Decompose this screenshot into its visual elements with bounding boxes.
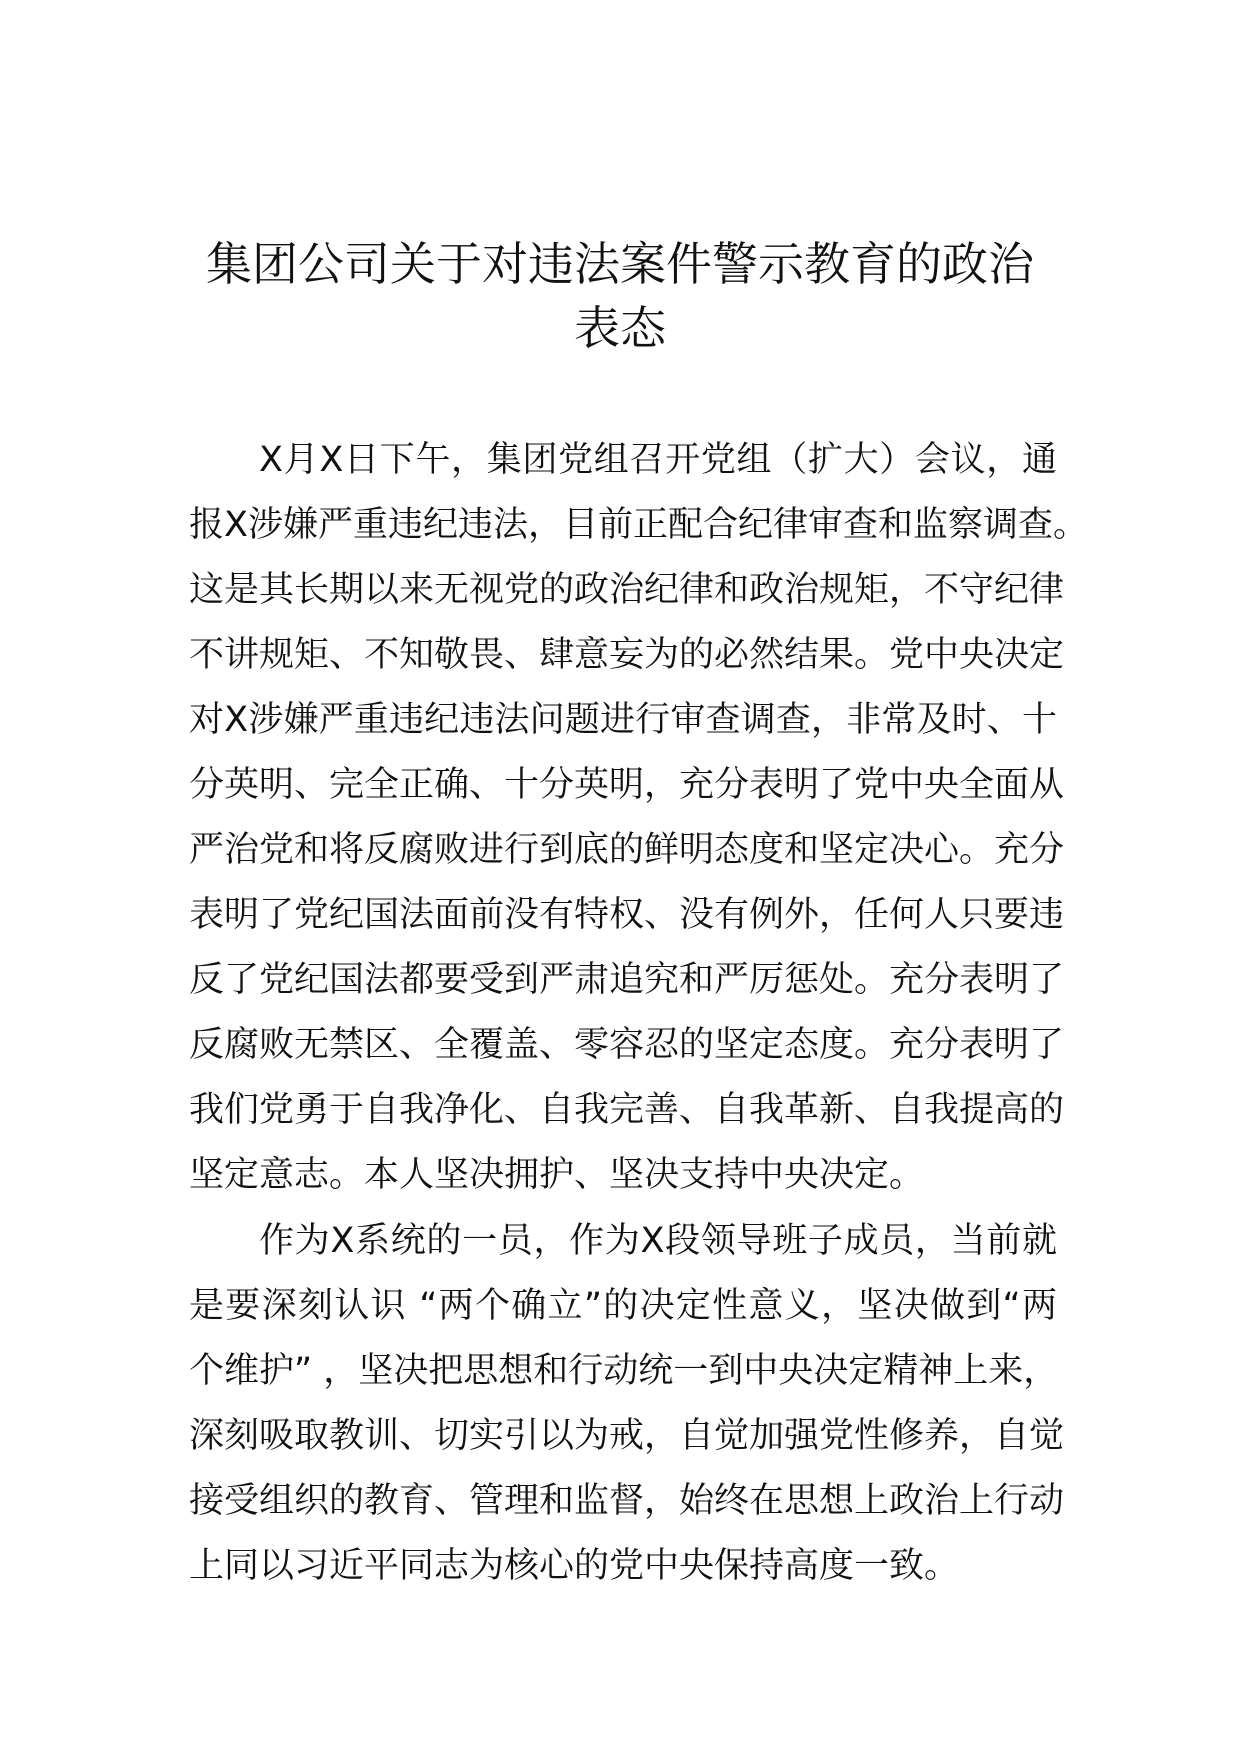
text-line: 坚定意志。本人坚决拥护、坚决支持中央决定。 bbox=[189, 1155, 925, 1195]
text-line: 表明了党纪国法面前没有特权、没有例外，任何人只要违 bbox=[189, 895, 1065, 935]
text-line: 我们党勇于自我净化、自我完善、自我革新、自我提高的 bbox=[189, 1090, 1065, 1130]
text-line: X月X日下午，集团党组召开党组（扩大）会议，通 bbox=[259, 440, 1057, 480]
text-line: 对X涉嫌严重违纪违法问题进行审查调查，非常及时、十 bbox=[189, 700, 1057, 740]
text-line: 这是其长期以来无视党的政治纪律和政治规矩，不守纪律 bbox=[189, 570, 1065, 610]
text-line: 是要深刻认识 “两个确立”的决定性意义，坚决做到“两 bbox=[189, 1286, 1057, 1326]
text-line: 反了党纪国法都要受到严肃追究和严厉惩处。充分表明了 bbox=[189, 960, 1065, 1000]
text-line: 报X涉嫌严重违纪违法，目前正配合纪律审查和监察调查。 bbox=[189, 505, 1088, 545]
text-line: 严治党和将反腐败进行到底的鲜明态度和坚定决心。充分 bbox=[189, 830, 1065, 870]
text-line: 分英明、完全正确、十分英明，充分表明了党中央全面从 bbox=[189, 765, 1065, 805]
text-line: 不讲规矩、不知敬畏、肆意妄为的必然结果。党中央决定 bbox=[189, 635, 1065, 675]
document-title-line-2: 表态 bbox=[574, 301, 666, 355]
text-line: 反腐败无禁区、全覆盖、零容忍的坚定态度。充分表明了 bbox=[189, 1025, 1065, 1065]
text-line: 接受组织的教育、管理和监督，始终在思想上政治上行动 bbox=[189, 1481, 1065, 1521]
paragraph-1 bbox=[189, 428, 1088, 1208]
text-line: 作为X系统的一员，作为X段领导班子成员，当前就 bbox=[259, 1221, 1057, 1261]
text-line: 个维护” ，坚决把思想和行动统一到中央决定精神上来， bbox=[189, 1351, 1059, 1391]
text-line: 上同以习近平同志为核心的党中央保持高度一致。 bbox=[189, 1546, 960, 1586]
text-line: 深刻吸取教训、切实引以为戒，自觉加强党性修养，自觉 bbox=[189, 1416, 1065, 1456]
document-title-line-1: 集团公司关于对违法案件警示教育的政治 bbox=[206, 237, 1034, 291]
paragraph-2 bbox=[189, 1209, 1065, 1599]
